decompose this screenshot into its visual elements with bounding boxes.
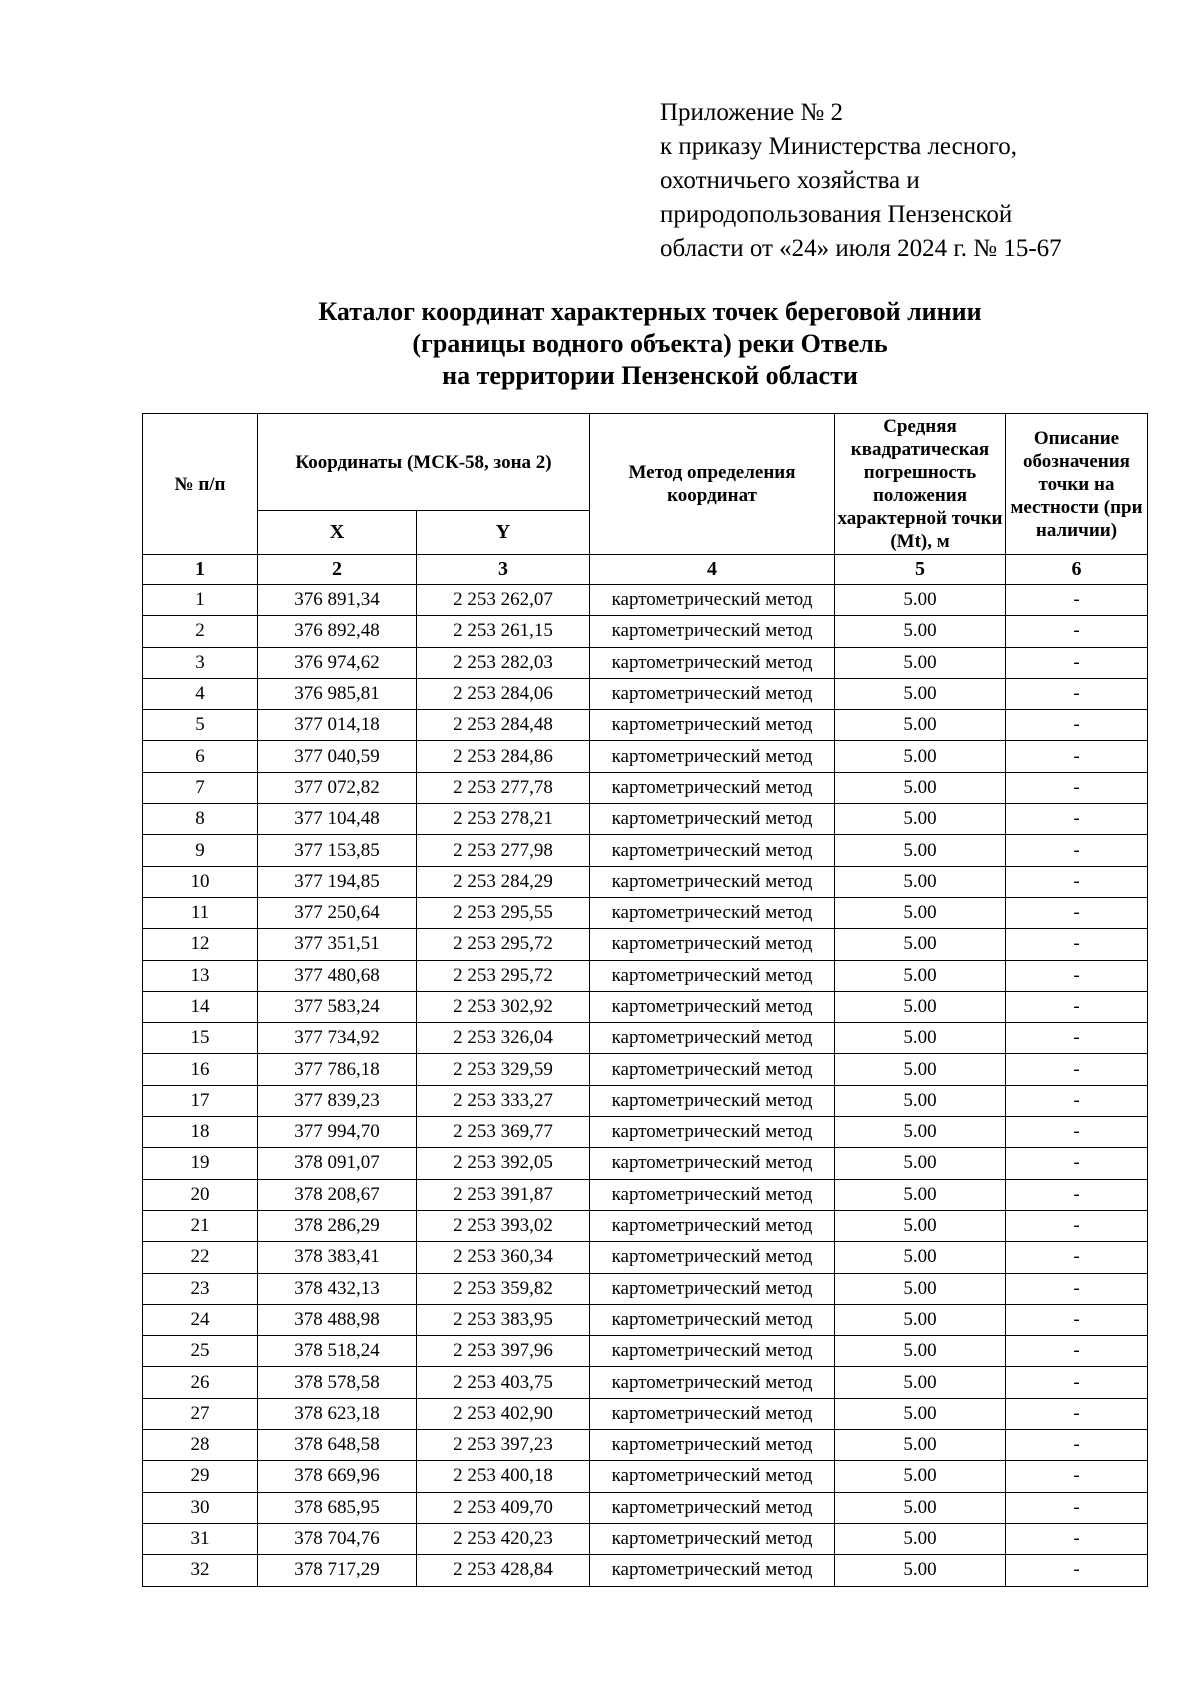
cell-num: 2 (143, 616, 258, 647)
cell-method: картометрический метод (590, 1304, 835, 1335)
table-row (143, 804, 1148, 835)
table-row (143, 710, 1148, 741)
cell-method: картометрический метод (590, 1210, 835, 1241)
cell-method: картометрический метод (590, 1273, 835, 1304)
cell-y: 2 253 295,72 (417, 960, 590, 991)
cell-x: 377 014,18 (258, 710, 417, 741)
cell-num: 25 (143, 1336, 258, 1367)
cell-x: 378 518,24 (258, 1336, 417, 1367)
cell-x: 376 891,34 (258, 585, 417, 616)
table-row (143, 772, 1148, 803)
cell-description: - (1006, 741, 1148, 772)
cell-error: 5.00 (835, 1148, 1006, 1179)
cell-y: 2 253 402,90 (417, 1398, 590, 1429)
cell-method: картометрический метод (590, 1523, 835, 1554)
cell-num: 4 (143, 678, 258, 709)
cell-description: - (1006, 1210, 1148, 1241)
header-error: Средняя квадратическая погрешность положения характерной точки (Mt), м (835, 414, 1006, 555)
cell-description: - (1006, 1523, 1148, 1554)
cell-x: 377 786,18 (258, 1054, 417, 1085)
cell-x: 376 974,62 (258, 647, 417, 678)
table-row (143, 1523, 1148, 1554)
cell-description: - (1006, 1398, 1148, 1429)
cell-y: 2 253 400,18 (417, 1461, 590, 1492)
cell-y: 2 253 284,48 (417, 710, 590, 741)
cell-error: 5.00 (835, 1523, 1006, 1554)
table-row (143, 1367, 1148, 1398)
cell-num: 11 (143, 897, 258, 928)
table-row (143, 960, 1148, 991)
table-row (143, 741, 1148, 772)
cell-x: 378 091,07 (258, 1148, 417, 1179)
table-row (143, 678, 1148, 709)
cell-y: 2 253 262,07 (417, 585, 590, 616)
cell-method: картометрический метод (590, 960, 835, 991)
column-number: 6 (1006, 555, 1148, 585)
cell-y: 2 253 284,06 (417, 678, 590, 709)
cell-description: - (1006, 1461, 1148, 1492)
cell-method: картометрический метод (590, 710, 835, 741)
cell-description: - (1006, 866, 1148, 897)
table-row (143, 1054, 1148, 1085)
cell-error: 5.00 (835, 1179, 1006, 1210)
title-line: Каталог координат характерных точек береговой линии (318, 297, 982, 326)
table-row (143, 866, 1148, 897)
cell-error: 5.00 (835, 678, 1006, 709)
cell-description: - (1006, 835, 1148, 866)
cell-error: 5.00 (835, 960, 1006, 991)
cell-y: 2 253 261,15 (417, 616, 590, 647)
cell-y: 2 253 329,59 (417, 1054, 590, 1085)
cell-method: картометрический метод (590, 866, 835, 897)
cell-num: 23 (143, 1273, 258, 1304)
cell-method: картометрический метод (590, 1148, 835, 1179)
cell-num: 32 (143, 1555, 258, 1586)
cell-y: 2 253 359,82 (417, 1273, 590, 1304)
cell-error: 5.00 (835, 991, 1006, 1022)
cell-x: 378 623,18 (258, 1398, 417, 1429)
cell-description: - (1006, 772, 1148, 803)
table-row (143, 1398, 1148, 1429)
cell-error: 5.00 (835, 772, 1006, 803)
cell-description: - (1006, 1179, 1148, 1210)
table-row (143, 1148, 1148, 1179)
appendix-line: области от «24» июля 2024 г. № 15-67 (660, 235, 1062, 262)
cell-num: 18 (143, 1117, 258, 1148)
table-row (143, 647, 1148, 678)
cell-error: 5.00 (835, 1117, 1006, 1148)
cell-description: - (1006, 1304, 1148, 1335)
cell-x: 378 208,67 (258, 1179, 417, 1210)
header-y: Y (417, 511, 590, 555)
cell-description: - (1006, 616, 1148, 647)
cell-x: 377 480,68 (258, 960, 417, 991)
cell-description: - (1006, 1492, 1148, 1523)
cell-y: 2 253 282,03 (417, 647, 590, 678)
cell-num: 10 (143, 866, 258, 897)
cell-y: 2 253 333,27 (417, 1085, 590, 1116)
cell-x: 377 994,70 (258, 1117, 417, 1148)
cell-method: картометрический метод (590, 1117, 835, 1148)
cell-x: 378 432,13 (258, 1273, 417, 1304)
cell-num: 29 (143, 1461, 258, 1492)
header-x: X (258, 511, 417, 555)
coordinates-table (142, 413, 1148, 1587)
cell-num: 15 (143, 1023, 258, 1054)
cell-num: 1 (143, 585, 258, 616)
table-row (143, 616, 1148, 647)
cell-y: 2 253 397,23 (417, 1430, 590, 1461)
cell-method: картометрический метод (590, 835, 835, 866)
cell-y: 2 253 420,23 (417, 1523, 590, 1554)
cell-num: 7 (143, 772, 258, 803)
cell-y: 2 253 397,96 (417, 1336, 590, 1367)
column-number: 3 (417, 555, 590, 585)
cell-y: 2 253 403,75 (417, 1367, 590, 1398)
cell-description: - (1006, 1023, 1148, 1054)
cell-description: - (1006, 585, 1148, 616)
cell-y: 2 253 409,70 (417, 1492, 590, 1523)
cell-x: 377 839,23 (258, 1085, 417, 1116)
cell-method: картометрический метод (590, 647, 835, 678)
table-row (143, 585, 1148, 616)
cell-error: 5.00 (835, 710, 1006, 741)
cell-description: - (1006, 929, 1148, 960)
cell-y: 2 253 393,02 (417, 1210, 590, 1241)
cell-error: 5.00 (835, 866, 1006, 897)
appendix-block (660, 96, 1062, 266)
cell-description: - (1006, 991, 1148, 1022)
cell-y: 2 253 277,98 (417, 835, 590, 866)
table-row (143, 897, 1148, 928)
appendix-line: охотничьего хозяйства и (660, 167, 920, 194)
table-row (143, 1023, 1148, 1054)
cell-method: картометрический метод (590, 1461, 835, 1492)
cell-y: 2 253 295,72 (417, 929, 590, 960)
cell-y: 2 253 391,87 (417, 1179, 590, 1210)
cell-method: картометрический метод (590, 1023, 835, 1054)
cell-description: - (1006, 1430, 1148, 1461)
header-description: Описание обозначения точки на местности (при наличии) (1006, 414, 1148, 555)
cell-y: 2 253 326,04 (417, 1023, 590, 1054)
cell-description: - (1006, 960, 1148, 991)
table-row (143, 835, 1148, 866)
cell-x: 378 669,96 (258, 1461, 417, 1492)
cell-method: картометрический метод (590, 1242, 835, 1273)
table-row (143, 1117, 1148, 1148)
cell-x: 378 578,58 (258, 1367, 417, 1398)
cell-num: 13 (143, 960, 258, 991)
cell-num: 6 (143, 741, 258, 772)
cell-y: 2 253 278,21 (417, 804, 590, 835)
table-row (143, 991, 1148, 1022)
column-number: 1 (143, 555, 258, 585)
cell-error: 5.00 (835, 929, 1006, 960)
cell-num: 9 (143, 835, 258, 866)
cell-method: картометрический метод (590, 1398, 835, 1429)
cell-num: 28 (143, 1430, 258, 1461)
table-row (143, 1304, 1148, 1335)
cell-method: картометрический метод (590, 991, 835, 1022)
cell-method: картометрический метод (590, 1367, 835, 1398)
cell-description: - (1006, 1054, 1148, 1085)
cell-x: 377 153,85 (258, 835, 417, 866)
cell-x: 378 685,95 (258, 1492, 417, 1523)
cell-error: 5.00 (835, 585, 1006, 616)
cell-x: 378 488,98 (258, 1304, 417, 1335)
cell-method: картометрический метод (590, 585, 835, 616)
cell-description: - (1006, 897, 1148, 928)
cell-num: 12 (143, 929, 258, 960)
cell-num: 21 (143, 1210, 258, 1241)
cell-method: картометрический метод (590, 741, 835, 772)
cell-method: картометрический метод (590, 1430, 835, 1461)
cell-description: - (1006, 710, 1148, 741)
cell-num: 8 (143, 804, 258, 835)
cell-y: 2 253 383,95 (417, 1304, 590, 1335)
cell-num: 5 (143, 710, 258, 741)
cell-method: картометрический метод (590, 616, 835, 647)
cell-error: 5.00 (835, 1336, 1006, 1367)
cell-description: - (1006, 1273, 1148, 1304)
cell-num: 22 (143, 1242, 258, 1273)
column-number: 2 (258, 555, 417, 585)
cell-x: 377 351,51 (258, 929, 417, 960)
cell-error: 5.00 (835, 804, 1006, 835)
document-title (100, 296, 1200, 392)
cell-num: 24 (143, 1304, 258, 1335)
table-row (143, 1085, 1148, 1116)
cell-description: - (1006, 1555, 1148, 1586)
cell-num: 31 (143, 1523, 258, 1554)
cell-description: - (1006, 1148, 1148, 1179)
cell-num: 3 (143, 647, 258, 678)
cell-num: 20 (143, 1179, 258, 1210)
cell-error: 5.00 (835, 741, 1006, 772)
cell-error: 5.00 (835, 1023, 1006, 1054)
cell-y: 2 253 277,78 (417, 772, 590, 803)
cell-y: 2 253 295,55 (417, 897, 590, 928)
cell-x: 377 072,82 (258, 772, 417, 803)
cell-x: 377 104,48 (258, 804, 417, 835)
cell-y: 2 253 284,29 (417, 866, 590, 897)
cell-description: - (1006, 647, 1148, 678)
cell-error: 5.00 (835, 1242, 1006, 1273)
title-line: на территории Пензенской области (442, 361, 858, 390)
cell-y: 2 253 360,34 (417, 1242, 590, 1273)
cell-method: картометрический метод (590, 772, 835, 803)
table-row (143, 1430, 1148, 1461)
cell-x: 378 717,29 (258, 1555, 417, 1586)
cell-x: 377 734,92 (258, 1023, 417, 1054)
title-line: (границы водного объекта) реки Отвель (412, 329, 888, 358)
cell-y: 2 253 369,77 (417, 1117, 590, 1148)
cell-description: - (1006, 678, 1148, 709)
cell-error: 5.00 (835, 1461, 1006, 1492)
cell-error: 5.00 (835, 647, 1006, 678)
cell-x: 378 383,41 (258, 1242, 417, 1273)
cell-x: 376 892,48 (258, 616, 417, 647)
table-row (143, 929, 1148, 960)
cell-num: 27 (143, 1398, 258, 1429)
cell-x: 377 040,59 (258, 741, 417, 772)
cell-error: 5.00 (835, 1367, 1006, 1398)
table-body (143, 585, 1148, 1587)
cell-x: 378 704,76 (258, 1523, 417, 1554)
cell-error: 5.00 (835, 1398, 1006, 1429)
appendix-line: Приложение № 2 (660, 99, 844, 126)
column-number: 4 (590, 555, 835, 585)
cell-x: 378 648,58 (258, 1430, 417, 1461)
cell-x: 377 194,85 (258, 866, 417, 897)
cell-y: 2 253 428,84 (417, 1555, 590, 1586)
cell-description: - (1006, 1336, 1148, 1367)
cell-method: картометрический метод (590, 1085, 835, 1116)
cell-description: - (1006, 1367, 1148, 1398)
header-coordinates: Координаты (МСК-58, зона 2) (258, 414, 590, 511)
appendix-line: природопользования Пензенской (660, 201, 1013, 228)
column-number: 5 (835, 555, 1006, 585)
cell-error: 5.00 (835, 1430, 1006, 1461)
cell-error: 5.00 (835, 897, 1006, 928)
cell-x: 376 985,81 (258, 678, 417, 709)
cell-error: 5.00 (835, 1054, 1006, 1085)
cell-method: картометрический метод (590, 1179, 835, 1210)
header-num: № п/п (143, 414, 258, 555)
cell-num: 16 (143, 1054, 258, 1085)
cell-y: 2 253 284,86 (417, 741, 590, 772)
cell-num: 19 (143, 1148, 258, 1179)
cell-x: 377 583,24 (258, 991, 417, 1022)
cell-error: 5.00 (835, 835, 1006, 866)
table-row (143, 1273, 1148, 1304)
cell-description: - (1006, 804, 1148, 835)
cell-method: картометрический метод (590, 897, 835, 928)
cell-num: 17 (143, 1085, 258, 1116)
table-row (143, 1242, 1148, 1273)
cell-num: 14 (143, 991, 258, 1022)
cell-y: 2 253 392,05 (417, 1148, 590, 1179)
table-row (143, 1461, 1148, 1492)
cell-y: 2 253 302,92 (417, 991, 590, 1022)
header-method: Метод определения координат (590, 414, 835, 555)
table-row (143, 1179, 1148, 1210)
cell-method: картометрический метод (590, 1492, 835, 1523)
cell-error: 5.00 (835, 616, 1006, 647)
cell-error: 5.00 (835, 1210, 1006, 1241)
cell-x: 377 250,64 (258, 897, 417, 928)
cell-method: картометрический метод (590, 1336, 835, 1367)
cell-num: 30 (143, 1492, 258, 1523)
cell-error: 5.00 (835, 1304, 1006, 1335)
cell-x: 378 286,29 (258, 1210, 417, 1241)
cell-error: 5.00 (835, 1085, 1006, 1116)
cell-method: картометрический метод (590, 678, 835, 709)
appendix-line: к приказу Министерства лесного, (660, 133, 1017, 160)
cell-description: - (1006, 1117, 1148, 1148)
table-row (143, 1210, 1148, 1241)
table-row (143, 1492, 1148, 1523)
cell-error: 5.00 (835, 1492, 1006, 1523)
cell-method: картометрический метод (590, 1555, 835, 1586)
cell-num: 26 (143, 1367, 258, 1398)
cell-method: картометрический метод (590, 929, 835, 960)
table-row (143, 1555, 1148, 1586)
cell-description: - (1006, 1085, 1148, 1116)
cell-method: картометрический метод (590, 804, 835, 835)
table-row (143, 1336, 1148, 1367)
cell-error: 5.00 (835, 1555, 1006, 1586)
cell-description: - (1006, 1242, 1148, 1273)
cell-method: картометрический метод (590, 1054, 835, 1085)
cell-error: 5.00 (835, 1273, 1006, 1304)
